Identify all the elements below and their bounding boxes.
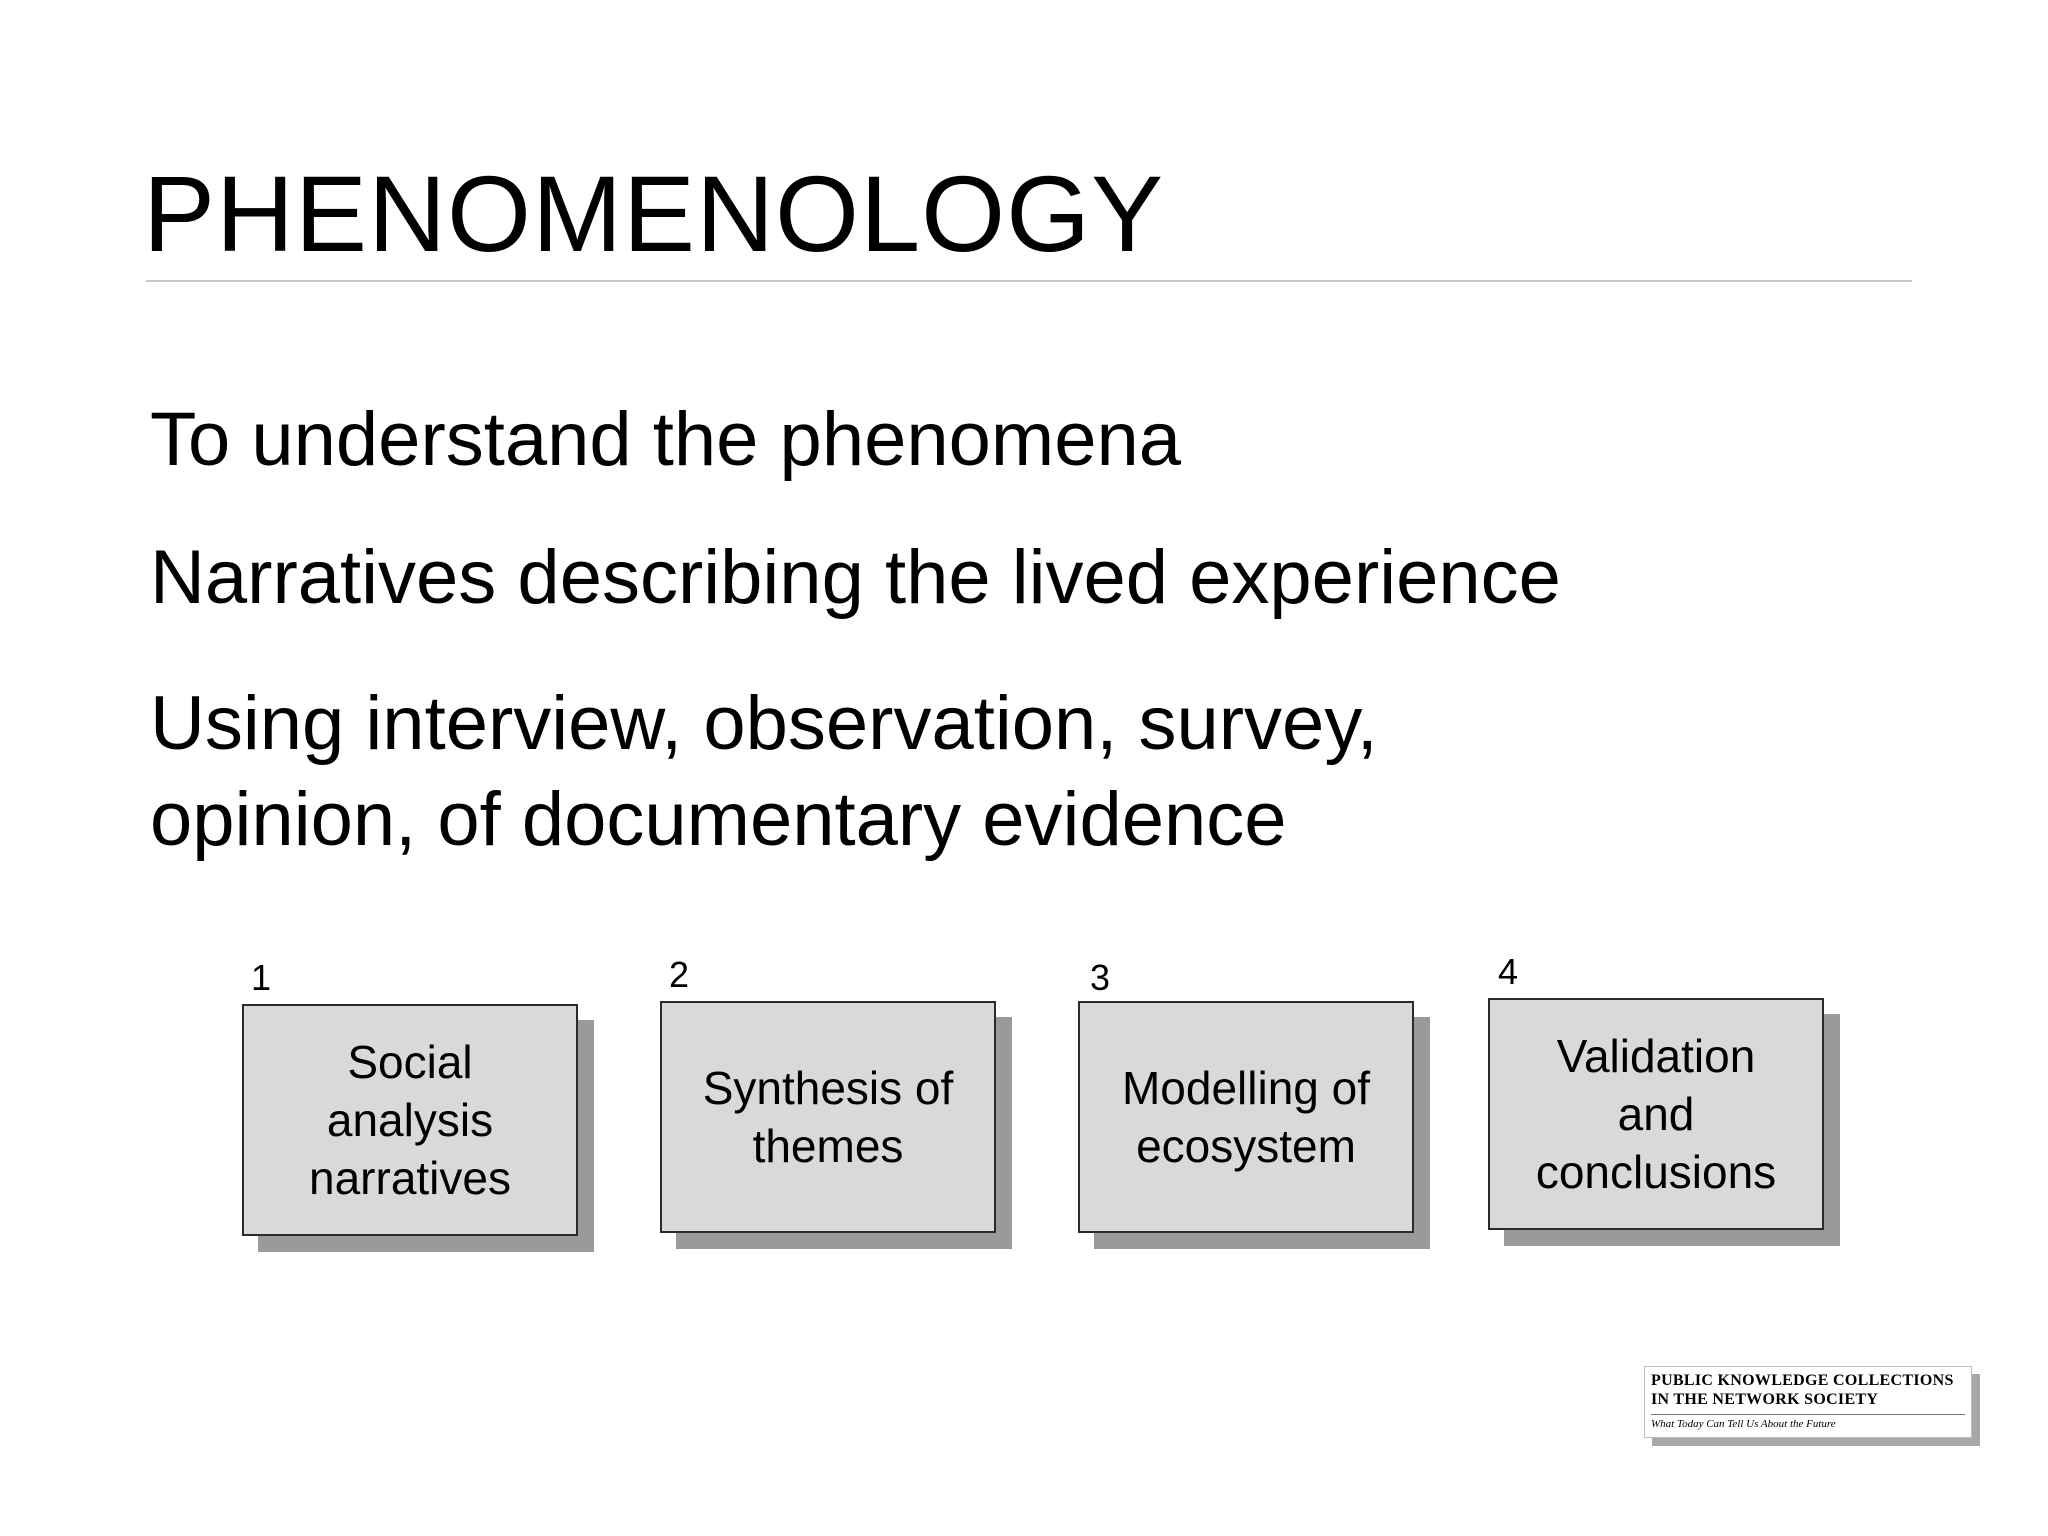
bullet-3: [150, 676, 1378, 868]
step-number-4: 4: [1498, 951, 1519, 992]
step-box-social-analysis: [242, 1004, 578, 1236]
bullet-2: Narratives describing the lived experience: [150, 535, 1561, 620]
bullet-3-line-1: Using interview, observation, survey,: [150, 681, 1378, 766]
step-label-line: analysis: [326, 1094, 494, 1146]
step-number-2: 2: [669, 954, 690, 995]
title-divider: [146, 280, 1912, 282]
step-label-line: narratives: [309, 1152, 511, 1204]
publication-logo: [1644, 1366, 1972, 1438]
step-box-modelling: [1078, 1001, 1414, 1233]
logo-line-2: IN THE NETWORK SOCIETY: [1651, 1391, 1879, 1408]
slide-title: PHENOMENOLOGY: [143, 153, 1165, 274]
step-label-line: Synthesis of: [702, 1062, 954, 1114]
step-label: [1506, 1027, 1806, 1201]
bullet-1: To understand the phenomena: [150, 397, 1182, 482]
step-label-line: conclusions: [1535, 1146, 1777, 1198]
step-label: [260, 1033, 560, 1207]
logo-line-1: PUBLIC KNOWLEDGE COLLECTIONS: [1651, 1372, 1954, 1389]
step-label-line: Modelling of: [1121, 1062, 1371, 1114]
step-box-synthesis: [660, 1001, 996, 1233]
step-label-line: Social: [347, 1036, 473, 1088]
step-number-3: 3: [1090, 957, 1111, 998]
step-label-line: themes: [752, 1120, 904, 1172]
logo-subtitle: What Today Can Tell Us About the Future: [1651, 1418, 1836, 1430]
bullet-3-line-2: opinion, of documentary evidence: [150, 777, 1287, 862]
step-label: [1096, 1059, 1396, 1175]
step-number-1: 1: [251, 957, 272, 998]
step-label-line: ecosystem: [1136, 1120, 1356, 1172]
step-box-validation: [1488, 998, 1824, 1230]
logo-divider: [1651, 1414, 1965, 1415]
step-label-line: and: [1617, 1088, 1695, 1140]
step-label: [678, 1059, 978, 1175]
step-label-line: Validation: [1556, 1030, 1756, 1082]
